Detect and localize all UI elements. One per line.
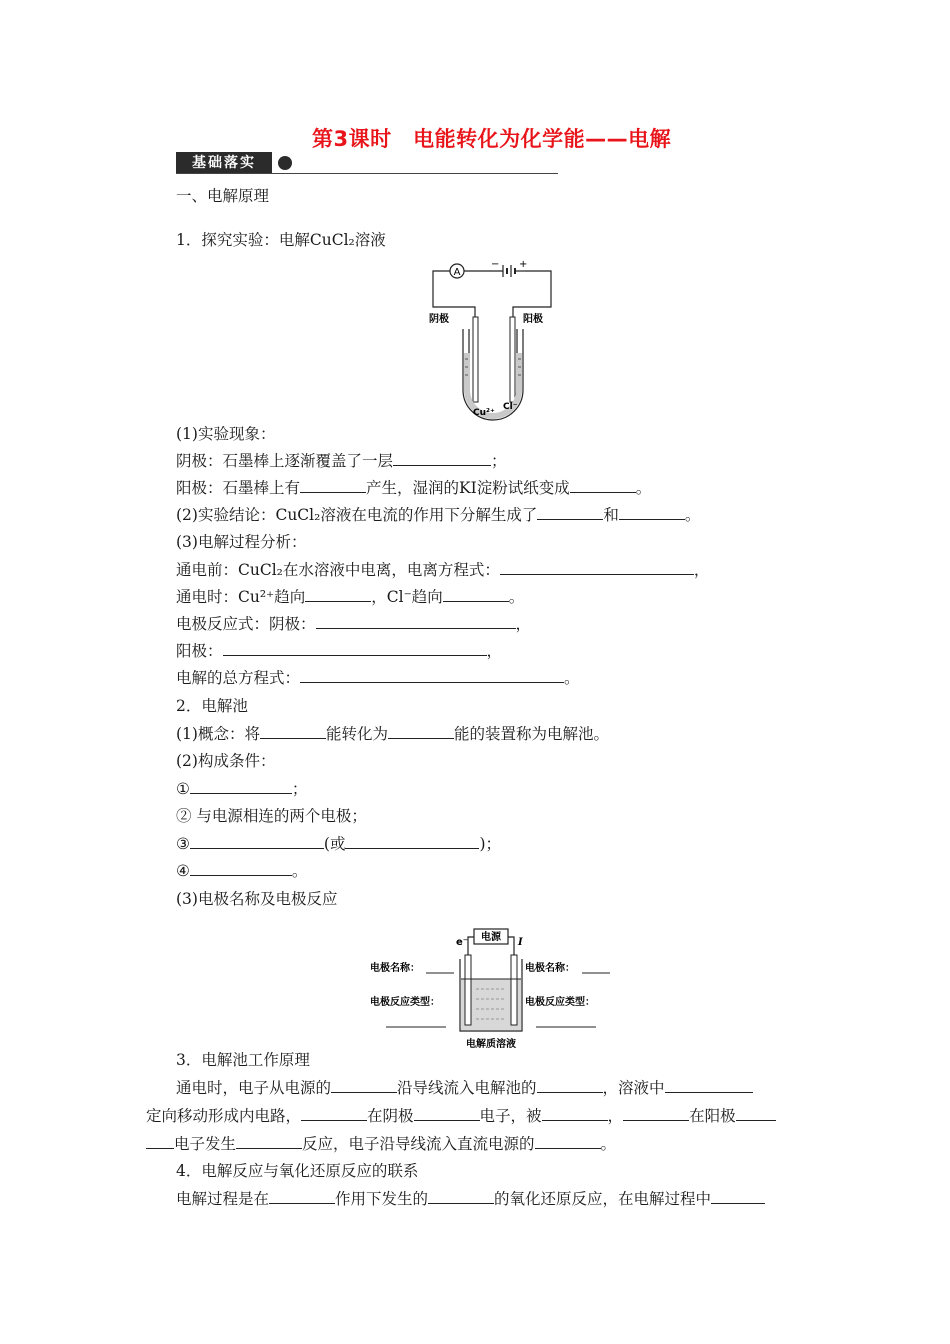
principle-line-2: 定向移动形成内电路， 在阴极 电子，被 ， 在阳极 (146, 1106, 776, 1126)
blank[interactable] (711, 1189, 765, 1204)
conclusion-line: (2)实验结论：CuCl₂溶液在电流的作用下分解生成了 和 。 (176, 506, 701, 524)
blank[interactable] (223, 641, 487, 656)
blank[interactable] (623, 1106, 689, 1121)
blank[interactable] (542, 1106, 608, 1121)
left-electrode-name: 电极名称： (370, 963, 420, 974)
section-heading: 一、电解原理 (176, 187, 270, 205)
blank[interactable] (300, 668, 564, 683)
blank[interactable] (305, 587, 371, 602)
blank[interactable] (190, 779, 292, 794)
ammeter-label: A (453, 267, 461, 278)
banner-label: 基础落实 (176, 152, 272, 174)
principle-line-1: 通电时，电子从电源的 沿导线流入电解池的 ，溶液中 (176, 1078, 753, 1098)
analysis-heading: (3)电解过程分析： (176, 533, 307, 551)
blank[interactable] (570, 478, 636, 493)
conditions-heading: (2)构成条件： (176, 752, 276, 770)
blank[interactable] (414, 1106, 480, 1121)
blank[interactable] (500, 560, 694, 575)
item-heading-4: 4．电解反应与氧化还原反应的联系 (176, 1162, 419, 1180)
blank[interactable] (665, 1078, 753, 1093)
anode-line: 阳极：石墨棒上有 产生，湿润的KI淀粉试纸变成 。 (176, 479, 652, 497)
right-electrode-name: 电极名称： (525, 963, 575, 974)
blank[interactable] (537, 1078, 603, 1093)
cathode-line: 阴极：石墨棒上逐渐覆盖了一层 ； (176, 452, 507, 470)
banner-dot-icon (278, 156, 292, 170)
blank[interactable] (236, 1134, 302, 1149)
minus-sign: − (491, 259, 500, 270)
cl-ion-label: Cl⁻ (503, 402, 518, 412)
item-heading-3: 3．电解池工作原理 (176, 1051, 310, 1069)
blank[interactable] (345, 834, 479, 849)
blank[interactable] (331, 1078, 397, 1093)
section-banner (176, 152, 300, 174)
right-reaction-type: 电极反应类型： (525, 997, 595, 1008)
anode-label: 阳极 (523, 314, 543, 325)
electron-label: e⁻ (456, 937, 469, 948)
plus-sign: + (519, 259, 528, 270)
condition-3: ③ (或 )； (176, 835, 502, 853)
page-title: 第3课时 电能转化为化学能——电解 (312, 127, 672, 151)
blank[interactable] (388, 724, 454, 739)
item-heading-2: 2．电解池 (176, 697, 248, 715)
phenomenon-heading: (1)实验现象： (176, 425, 276, 443)
relation-line: 电解过程是在 作用下发生的 的氧化还原反应，在电解过程中 (176, 1189, 765, 1209)
blank[interactable] (260, 724, 326, 739)
u-tube-electrolysis-diagram (425, 255, 560, 423)
blank[interactable] (535, 1134, 601, 1149)
blank[interactable] (537, 505, 603, 520)
blank[interactable] (300, 478, 366, 493)
electrolytic-cell-diagram (368, 925, 628, 1053)
during-power-line: 通电时：Cu²⁺趋向 ，Cl⁻趋向 。 (176, 588, 525, 606)
blank[interactable] (619, 505, 685, 520)
blank[interactable] (736, 1106, 776, 1121)
blank[interactable] (393, 451, 491, 466)
blank[interactable] (190, 861, 292, 876)
blank[interactable] (443, 587, 509, 602)
anode-reaction-line: 阳极： ， (176, 642, 503, 660)
blank[interactable] (316, 614, 516, 629)
current-label: I (518, 937, 523, 948)
blank[interactable] (428, 1189, 494, 1204)
blank[interactable] (146, 1134, 174, 1149)
blank[interactable] (301, 1106, 367, 1121)
principle-line-3: 电子发生 反应，电子沿导线流入直流电源的 。 (146, 1134, 616, 1154)
banner-rule (176, 173, 558, 174)
cathode-label: 阴极 (429, 314, 449, 325)
condition-4: ④ 。 (176, 862, 308, 880)
electrode-reaction-line: 电极反应式：阴极： ， (176, 615, 532, 633)
condition-2: ② 与电源相连的两个电极； (176, 807, 367, 825)
before-power-line: 通电前：CuCl₂在水溶液中电离，电离方程式： ， (176, 561, 710, 579)
solution-label: 电解质溶液 (466, 1039, 516, 1050)
power-label: 电源 (481, 932, 501, 943)
item-heading-1: 1．探究实验：电解CuCl₂溶液 (176, 231, 386, 249)
total-equation-line: 电解的总方程式： 。 (176, 669, 580, 687)
left-reaction-type: 电极反应类型： (370, 997, 440, 1008)
electrode-names-heading: (3)电极名称及电极反应 (176, 890, 338, 908)
blank[interactable] (190, 834, 324, 849)
concept-line: (1)概念：将 能转化为 能的装置称为电解池。 (176, 725, 609, 743)
cu-ion-label: Cu²⁺ (473, 408, 495, 418)
condition-1: ① ； (176, 780, 308, 798)
blank[interactable] (269, 1189, 335, 1204)
